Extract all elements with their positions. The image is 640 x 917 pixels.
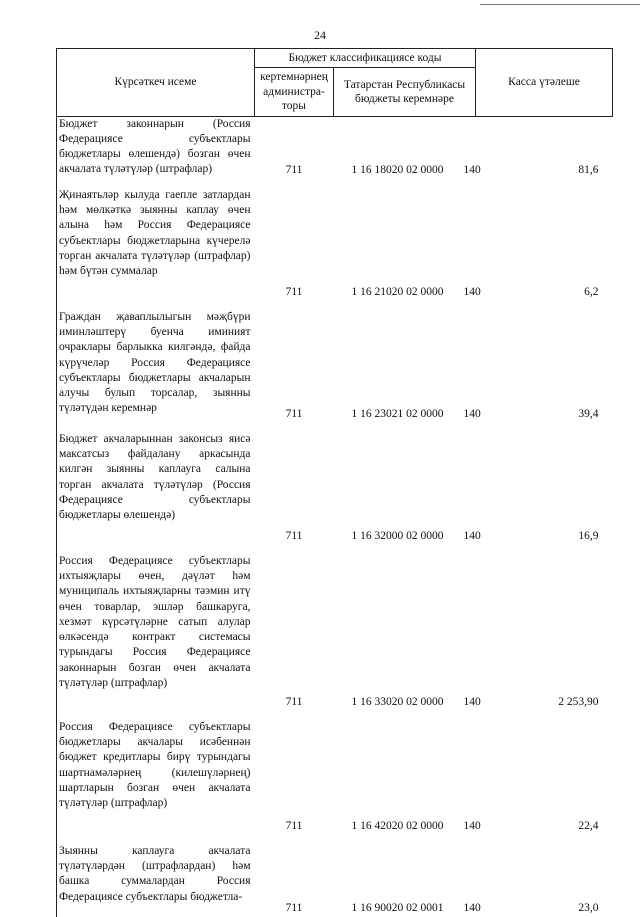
indicator-name: Граждан җаваплылыгын мәҗбүри иминләштерү буенча иминият очраклары барлыкка килгәндә, файда күрүчеләр Россия Федерациясе субъектлары бюджетлары акчаларын алучы булып торсалар, зыянны түләтүдән керемнәр xyxy=(59,310,251,415)
revenue-code: 1 16 32000 02 0000 xyxy=(351,529,444,542)
table-row xyxy=(57,844,613,917)
revenue-code-cell xyxy=(334,554,481,711)
indicator-name-cell xyxy=(57,432,255,545)
revenue-code: 1 16 42020 02 0000 xyxy=(351,819,444,832)
header-cash-execution: Касса үтәлеше xyxy=(476,49,613,117)
revenue-subcode: 140 xyxy=(463,529,481,542)
table-row xyxy=(57,432,613,545)
cash-execution-value: 39,4 xyxy=(578,407,599,420)
revenue-subcode: 140 xyxy=(463,695,481,708)
revenue-code-cell xyxy=(334,844,481,917)
administrator-code: 711 xyxy=(285,529,303,542)
revenue-code-cell xyxy=(334,188,481,301)
cash-execution-value: 81,6 xyxy=(578,163,599,176)
revenue-subcode: 140 xyxy=(463,163,481,176)
cash-execution-value: 6,2 xyxy=(584,285,599,298)
revenue-code: 1 16 33020 02 0000 xyxy=(351,695,444,708)
indicator-name: Бюджет акчаларыннан законсыз яисә максатсыз файдалану аркасында килгән зыянны каплауга салына торган акчалата түләтүләр (Россия Федерациясе субъектлары бюджетлары өлешендә) xyxy=(59,432,251,522)
administrator-code: 711 xyxy=(285,901,303,914)
revenue-subcode: 140 xyxy=(463,819,481,832)
revenue-subcode: 140 xyxy=(463,407,481,420)
cash-execution-value: 16,9 xyxy=(578,529,599,542)
indicator-name: Җинаятьләр кылуда гаепле затлардан һәм мөлкәткә зыянны каплау өчен алына һәм Россия Федерациясе субъектлары бюджетларына күчерелә торган акчалата түләтүләр (штрафлар) һәм бүтән суммалар xyxy=(59,188,251,278)
revenue-subcode: 140 xyxy=(463,285,481,298)
row-gap xyxy=(57,711,255,720)
row-gap xyxy=(57,423,255,432)
indicator-name-cell xyxy=(57,116,255,179)
revenue-code: 1 16 23021 02 0000 xyxy=(351,407,444,420)
indicator-name: Россия Федерациясе субъектлары ихтыяҗлары өчен, дәүләт һәм муниципаль ихтыяҗларны тәэмин итү өчен товарлар, эшләр башкаруга, хезмәт күрсәтүләрне сатып алулар өлкәсендә контракт системасы турындагы Россия Федерациясе законнарын бозган өчен акчалата түләтүләр (штрафлар) xyxy=(59,554,251,690)
corner-rule xyxy=(480,4,640,5)
indicator-name: Зыянны каплауга акчалата түләтүләрдән (штрафлардан) һәм башка суммалардан Россия Федерациясе субъектлары бюджетла- xyxy=(59,844,251,903)
indicator-name-cell xyxy=(57,188,255,301)
row-gap xyxy=(57,179,255,188)
administrator-code: 711 xyxy=(285,695,303,708)
revenue-code-cell xyxy=(334,116,481,179)
indicator-name: Россия Федерациясе субъектлары бюджетлары акчалары исәбеннән бюджет кредитлары бирү турындагы шартнамәләрнең (килешүләрнең) шартларын бозган өчен акчалата түләтүләр (штрафлар) xyxy=(59,720,251,810)
table-row xyxy=(57,188,613,301)
revenue-code: 1 16 21020 02 0000 xyxy=(351,285,444,298)
revenue-code-cell xyxy=(334,432,481,545)
header-indicator: Күрсәткеч исеме xyxy=(57,49,255,117)
administrator-code: 711 xyxy=(285,285,303,298)
page-number: 24 xyxy=(314,28,326,42)
administrator-code: 711 xyxy=(285,819,303,832)
indicator-name-cell xyxy=(57,310,255,423)
administrator-code: 711 xyxy=(285,163,303,176)
table-row xyxy=(57,310,613,423)
cash-execution-value: 22,4 xyxy=(578,819,599,832)
revenue-code: 1 16 18020 02 0000 xyxy=(351,163,444,176)
budget-table xyxy=(56,48,613,917)
indicator-name-cell xyxy=(57,720,255,835)
revenue-subcode: 140 xyxy=(463,901,481,914)
row-gap xyxy=(57,545,255,554)
revenue-code-cell xyxy=(334,720,481,835)
table-row xyxy=(57,116,613,179)
indicator-name-cell xyxy=(57,844,255,917)
header-tatarstan-revenues: Татарстан Республикасы бюджеты керемнәре xyxy=(334,68,476,116)
table-row xyxy=(57,720,613,835)
indicator-name-cell xyxy=(57,554,255,711)
row-gap xyxy=(57,835,255,844)
revenue-code: 1 16 90020 02 0001 xyxy=(351,901,444,914)
revenue-code-cell xyxy=(334,310,481,423)
administrator-code: 711 xyxy=(285,407,303,420)
cash-execution-value: 2 253,90 xyxy=(558,695,599,708)
cash-execution-value: 23,0 xyxy=(578,901,599,914)
header-administrator: кертемнәрнең администра-торы xyxy=(255,68,334,116)
header-classification-group: Бюджет классификациясе коды xyxy=(255,49,476,68)
row-gap xyxy=(57,301,255,310)
table-row xyxy=(57,554,613,711)
indicator-name: Бюджет законнарын (Россия Федерациясе субъектлары бюджетлары өлешендә) бозган өчен акчалата түләтүләр (штрафлар) xyxy=(59,117,251,176)
